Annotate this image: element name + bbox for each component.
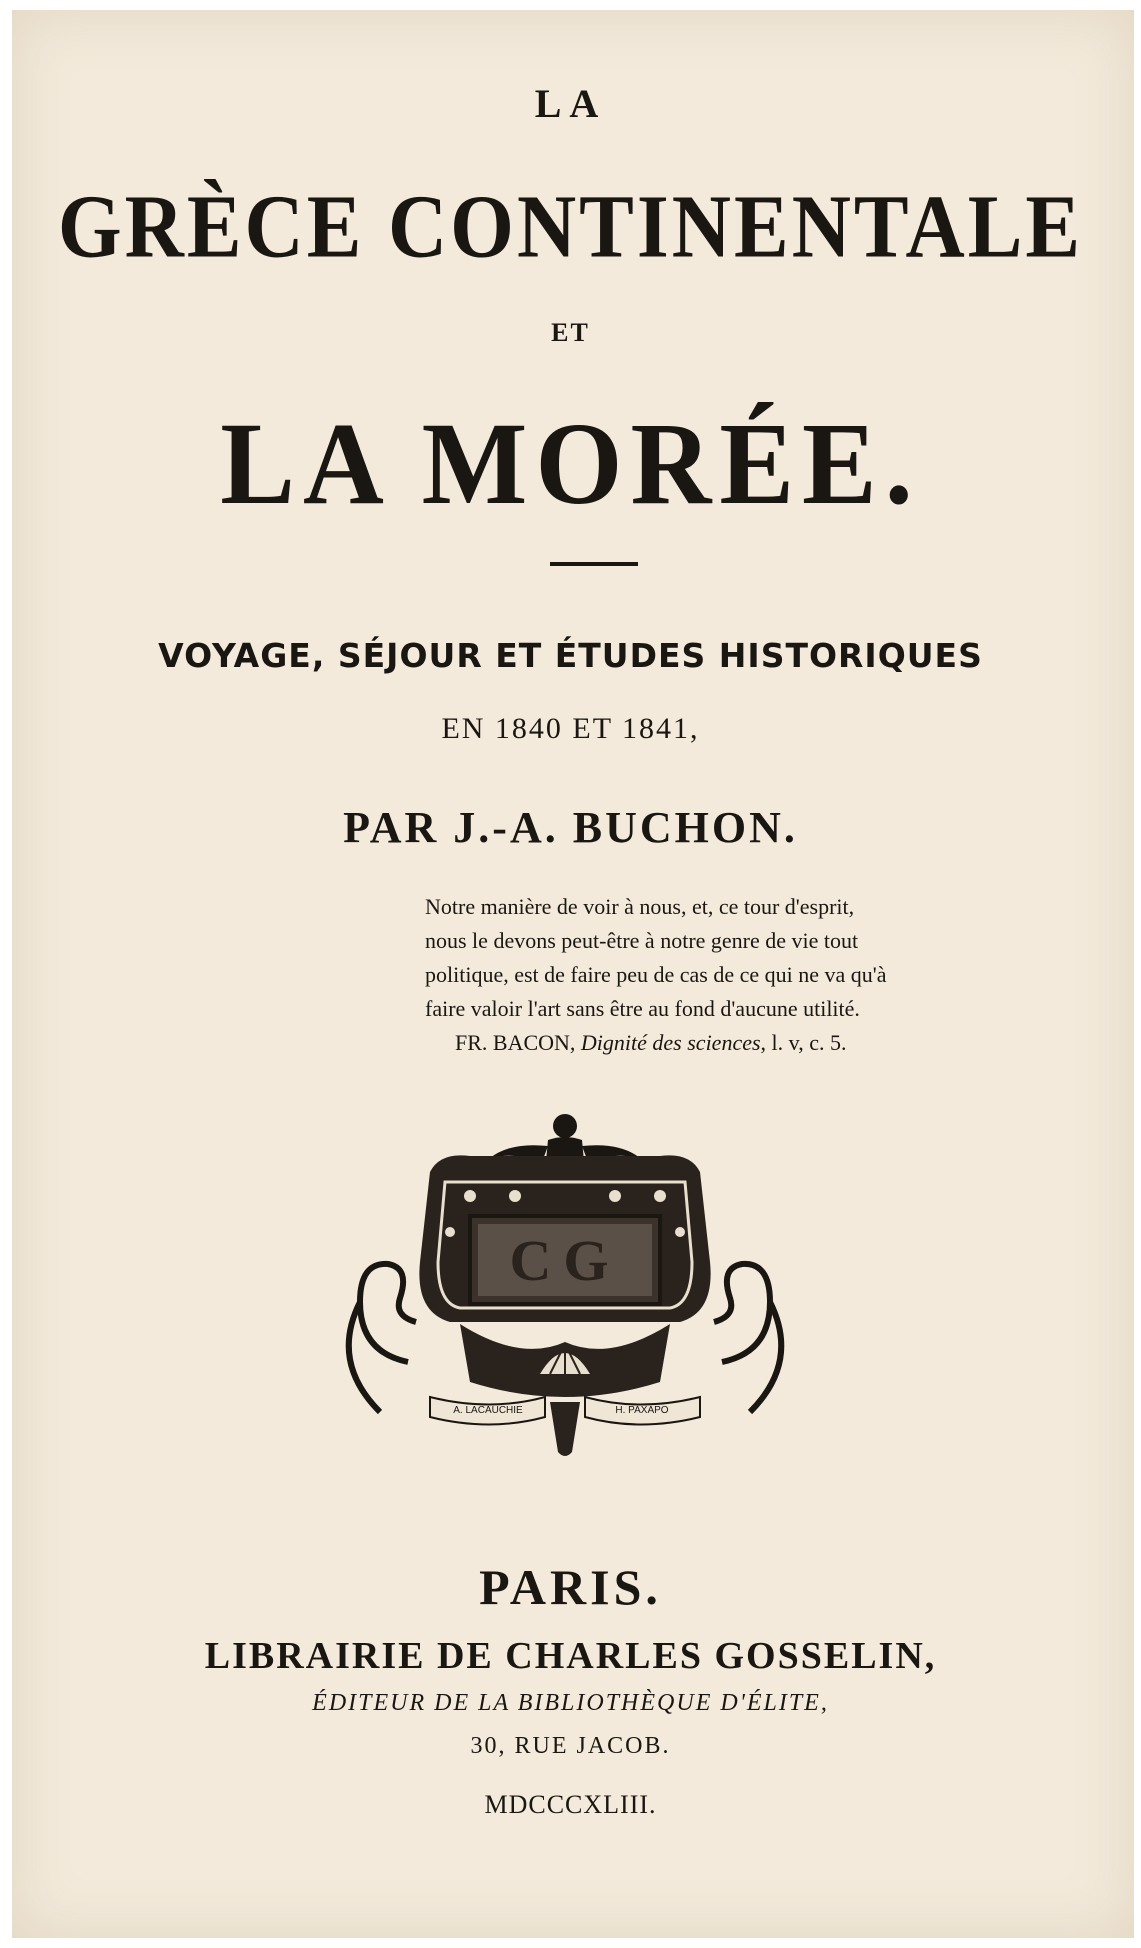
imprint-address: 30, RUE JACOB. [470,1733,671,1759]
imprint-date: MDCCCXLIII. [484,1790,657,1819]
publisher-emblem [320,1112,810,1462]
title-la-moree: LA MORÉE. [220,398,921,530]
years-line: EN 1840 ET 1841, [441,712,700,745]
epigraph-source-ref: , l. v, c. 5. [760,1030,847,1055]
epigraph-line: nous le devons peut-être à notre genre de vie tout [425,928,859,953]
epigraph-source-author: FR. BACON, [455,1030,576,1055]
imprint-editor-line: ÉDITEUR DE LA BIBLIOTHÈQUE D'ÉLITE, [312,1690,829,1716]
epigraph-line: faire valoir l'art sans être au fond d'aucune utilité. [425,996,860,1021]
author-line: PAR J.-A. BUCHON. [343,803,798,852]
swan-left-icon [349,1264,416,1412]
ribbon-left-text: A. LACAUCHIE [453,1405,523,1416]
emblem-monogram: CG [509,1228,621,1293]
swan-right-icon [714,1264,781,1412]
title-article: LA [534,81,607,126]
epigraph-source [425,1026,1005,1060]
epigraph-line: politique, est de faire peu de cas de ce qui ne va qu'à [425,962,887,987]
imprint-city: PARIS. [479,1559,662,1615]
title-divider [550,562,638,566]
title-grece-continentale: GRÈCE CONTINENTALE [57,176,1084,277]
epigraph-line: Notre manière de voir à nous, et, ce tour d'esprit, [425,894,855,919]
epigraph-source-work: Dignité des sciences [580,1030,761,1055]
title-conjunction: ET [551,318,590,347]
epigraph [425,890,1005,1060]
ribbon-right-text: H. PAXAPO [615,1405,669,1416]
subtitle: VOYAGE, SÉJOUR ET ÉTUDES HISTORIQUES [158,636,983,675]
imprint-publisher: LIBRAIRIE DE CHARLES GOSSELIN, [204,1635,937,1677]
